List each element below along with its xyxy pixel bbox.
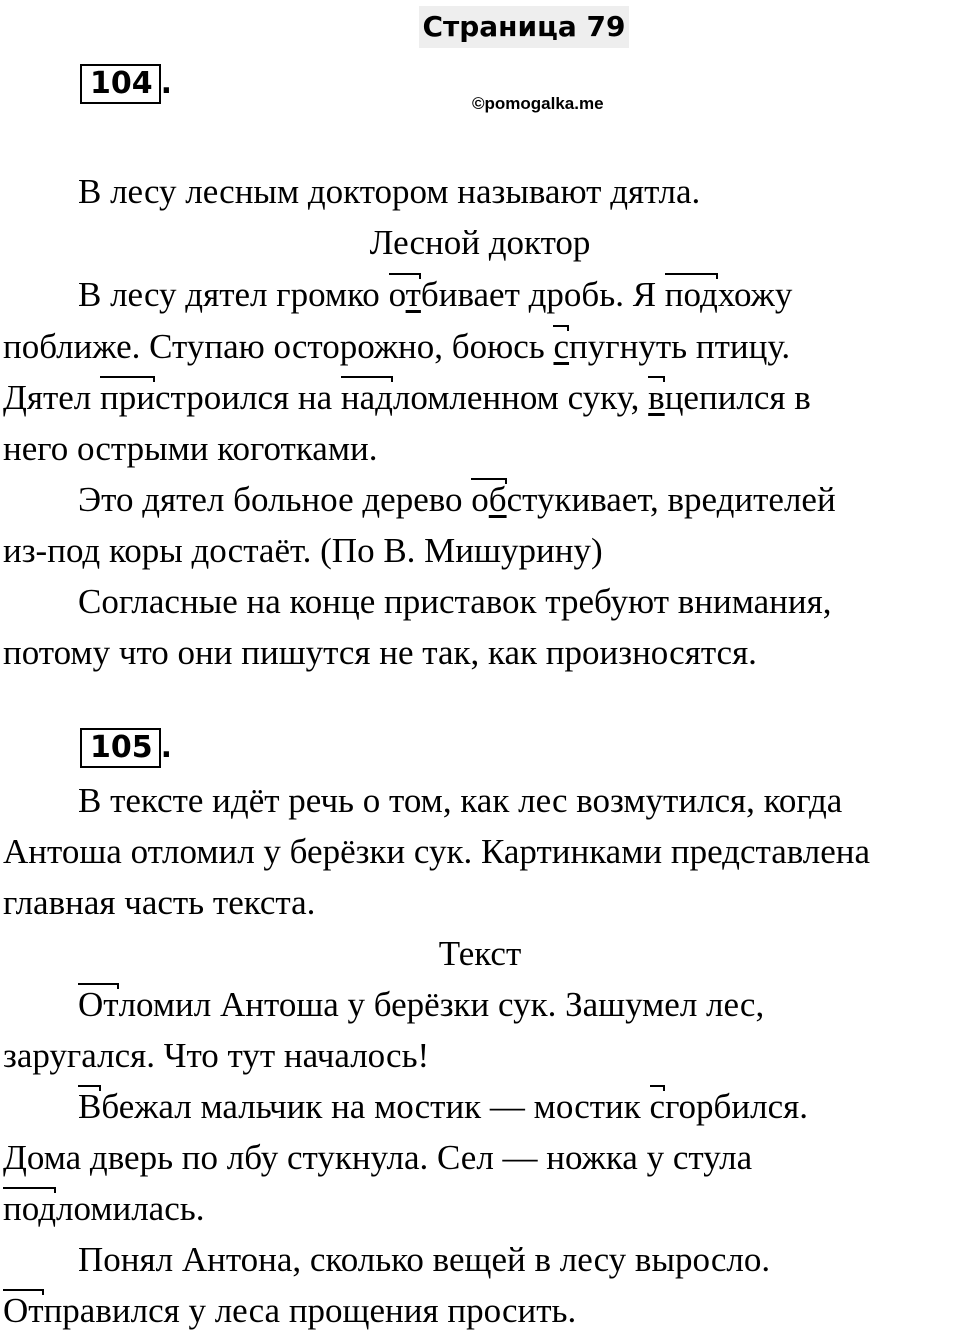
prefix-mark: От — [3, 1289, 44, 1333]
text-line: него острыми коготками. — [3, 429, 378, 468]
text-line: В тексте идёт речь о том, как лес возмутился, когда — [78, 781, 843, 820]
task-number-104 — [80, 64, 172, 102]
section-title: Лесной доктор — [369, 223, 591, 262]
prefix-mark — [341, 376, 393, 420]
text-line: Антоша отломил у берёзки сук. Картинками представлена — [3, 832, 871, 871]
prefix-mark: От — [78, 983, 119, 1027]
text-fragment: стукивает, вредителей — [506, 480, 836, 519]
task-number-dot: . — [160, 730, 173, 765]
text-fragment: строился на — [155, 378, 341, 417]
text-fragment: правился у леса прощения просить. — [43, 1291, 577, 1330]
prefix-mark — [553, 325, 569, 369]
task-number-box: 104 — [80, 64, 161, 104]
prefix-text: на — [340, 378, 376, 417]
prefix-mark — [471, 478, 506, 522]
text-fragment: ломил Антоша у берёзки сук. Зашумел лес, — [118, 985, 765, 1024]
underlined-consonant: в — [648, 378, 665, 417]
task-number-box: 105 — [80, 728, 161, 768]
text-line: Понял Антона, сколько вещей в лесу выросло. — [78, 1240, 771, 1279]
text-fragment: пугнуть птицу. — [569, 327, 791, 366]
text-line — [0, 325, 960, 369]
text-line — [0, 983, 960, 1027]
text-line — [0, 1085, 960, 1129]
text-line: Согласные на конце приставок требуют внимания, — [78, 582, 832, 621]
text-fragment: поближе. Ступаю осторожно, боюсь — [3, 327, 554, 366]
text-line — [0, 1289, 960, 1333]
prefix-text: о — [471, 480, 489, 519]
prefix-mark: при — [100, 376, 155, 420]
task-number-dot: . — [160, 66, 173, 101]
text-line — [0, 376, 960, 420]
underlined-consonant: д — [375, 378, 393, 417]
text-fragment: ломленном суку, — [392, 378, 649, 417]
text-line: потому что они пишутся не так, как произносятся. — [3, 633, 757, 672]
text-fragment: бежал мальчик на мостик — мостик — [101, 1087, 650, 1126]
prefix-mark: с — [650, 1085, 666, 1129]
prefix-mark — [648, 376, 665, 420]
text-fragment: бивает дробь. Я — [420, 275, 665, 314]
text-fragment: цепился в — [664, 378, 811, 417]
prefix-mark: под — [3, 1187, 56, 1231]
task-number-105 — [80, 728, 172, 766]
prefix-mark: В — [78, 1085, 101, 1129]
watermark: ©pomogalka.me — [472, 94, 604, 113]
section-title: Текст — [438, 934, 522, 973]
underlined-consonant: с — [553, 327, 570, 366]
text-fragment: хожу — [717, 275, 793, 314]
text-line: В лесу лесным доктором называют дятла. — [78, 172, 701, 211]
underlined-consonant: д — [700, 275, 718, 314]
text-line — [0, 273, 960, 317]
underlined-consonant: б — [488, 480, 507, 519]
text-line: заругался. Что тут началось! — [3, 1036, 430, 1075]
text-line: из-под коры достаёт. (По В. Мишурину) — [3, 531, 603, 570]
text-fragment: В лесу дятел громко — [78, 275, 389, 314]
prefix-mark — [665, 273, 718, 317]
text-line — [0, 478, 960, 522]
prefix-text: о — [388, 275, 406, 314]
text-fragment: горбился. — [665, 1087, 808, 1126]
underlined-consonant: т — [405, 275, 421, 314]
text-line: главная часть текста. — [3, 883, 316, 922]
prefix-text: по — [664, 275, 701, 314]
prefix-mark — [389, 273, 421, 317]
text-fragment: ломилась. — [56, 1189, 205, 1228]
text-line: Дома дверь по лбу стукнула. Сел — ножка у стула — [3, 1138, 753, 1177]
text-fragment: Дятел — [3, 378, 101, 417]
text-line — [0, 1187, 960, 1231]
page-title: Страница 79 — [419, 6, 629, 48]
text-fragment: Это дятел больное дерево — [78, 480, 472, 519]
